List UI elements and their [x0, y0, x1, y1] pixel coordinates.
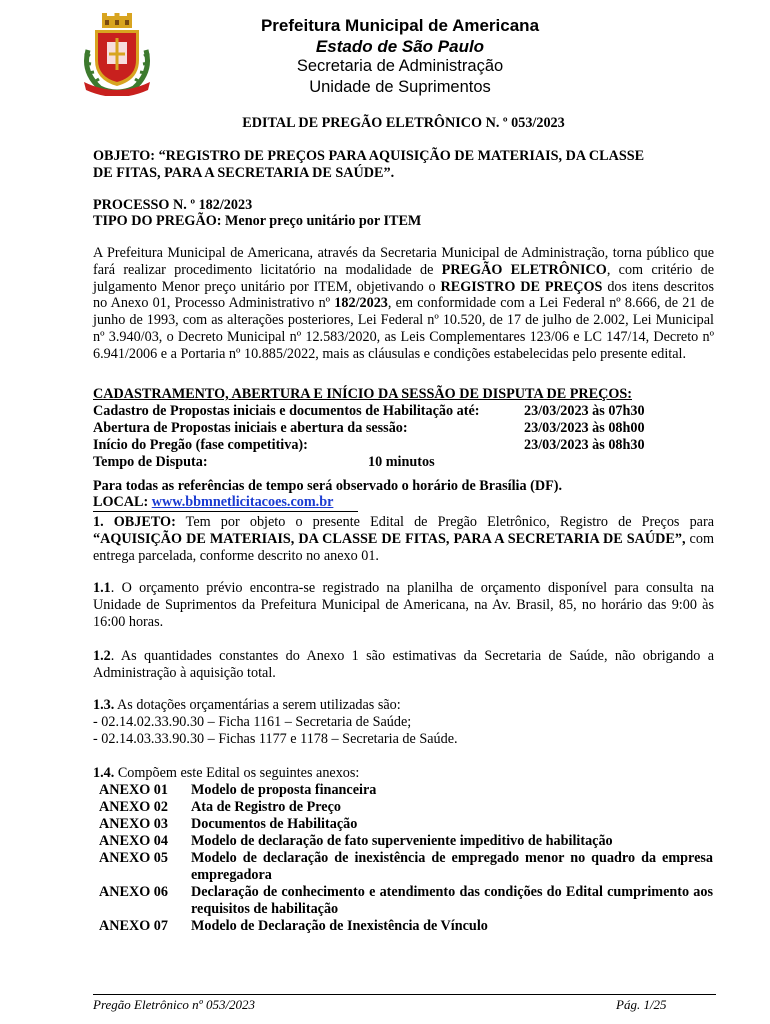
section-1-text-2: com entrega parcelada, conforme descrito no anexo 01. — [93, 530, 714, 564]
header-unidade: Unidade de Suprimentos — [309, 78, 491, 96]
section-1-1-text: . O orçamento prévio encontra-se registrado na planilha de orçamento disponível para consulta na Unidade de Suprimentos da Prefeitura Municipal de Americana, na Av. Brasil, 85, no horário das 9:00 às 16:00 horas. — [93, 580, 714, 630]
tipo-pregao — [93, 213, 714, 230]
section-1-bold: “AQUISIÇÃO DE MATERIAIS, DA CLASSE DE FITAS, PARA A SECRETARIA DE SAÚDE”, — [93, 530, 686, 547]
footer-page-number: Pág. 1/25 — [616, 997, 667, 1012]
local-link[interactable]: www.bbmnetlicitacoes.com.br — [151, 494, 334, 510]
section-1-2-number: 1.2 — [93, 648, 111, 664]
local-label: LOCAL: — [93, 494, 152, 510]
processo-number: PROCESSO N. º 182/2023 — [93, 197, 253, 213]
anexo-code: ANEXO 03 — [99, 816, 168, 832]
objeto-head-line1: OBJETO: “REGISTRO DE PREÇOS PARA AQUISIÇÃO DE MATERIAIS, DA CLASSE — [93, 148, 645, 164]
section-1-4-text: Compõem este Edital os seguintes anexos: — [114, 765, 360, 781]
coat-of-arms-logo — [78, 12, 156, 96]
intro-paragraph — [93, 245, 714, 363]
local-line — [93, 494, 714, 511]
dotacao-line: - 02.14.03.33.90.30 – Fichas 1177 e 1178 – Secretaria de Saúde. — [93, 731, 458, 747]
divider-line — [93, 511, 358, 512]
cadastro-row-label: Abertura de Propostas iniciais e abertura da sessão: — [93, 420, 408, 436]
section-1-number: 1. OBJETO: — [93, 514, 176, 530]
intro-bold-registro: REGISTRO DE PREÇOS — [440, 278, 603, 295]
section-1-3 — [93, 697, 714, 714]
anexo-desc: Modelo de Declaração de Inexistência de Vínculo — [191, 918, 488, 934]
cadastro-row-label: Cadastro de Propostas iniciais e documentos de Habilitação até: — [93, 403, 480, 419]
tipo-label: TIPO DO PREGÃO — [93, 213, 217, 229]
anexo-desc: Documentos de Habilitação — [191, 816, 358, 832]
cadastro-row-label: Início do Pregão (fase competitiva): — [93, 437, 308, 453]
cadastro-row-value: 10 minutos — [368, 454, 435, 470]
intro-bold-processo: 182/2023 — [334, 295, 388, 312]
anexo-code: ANEXO 02 — [99, 799, 168, 815]
anexo-desc: Ata de Registro de Preço — [191, 799, 341, 815]
intro-bold-pregao: PREGÃO ELETRÔNICO — [441, 261, 607, 278]
edital-title: EDITAL DE PREGÃO ELETRÔNICO N. º 053/2023 — [242, 115, 565, 131]
section-1-3-number: 1.3. — [93, 697, 115, 713]
section-1-3-text: As dotações orçamentárias a serem utilizadas são: — [114, 697, 401, 713]
intro-text-4: , em conformidade com a Lei Federal nº 8.666, de 21 de junho de 1993, com as alterações posteriores, Lei Federal nº 10.520, de 17 de julho de 2.002, Lei Municipal nº 3.940/03, o Decreto Municipal nº 12.583/2020, as Leis Complementares 123/06 e LC 147/14, Decreto nº 6.941/2006 e a Portaria nº 10.885/2022, mais as cláusulas e condições estabelecidas pelo presente edital. — [93, 295, 714, 362]
section-1-2 — [93, 648, 714, 682]
anexo-desc: Declaração de conhecimento e atendimento das condições do Edital cumprimento aos requisitos de habilitação — [191, 884, 713, 917]
cadastro-row-value: 23/03/2023 às 07h30 — [524, 403, 645, 419]
footer-rule — [93, 994, 716, 995]
dotacao-line: - 02.14.02.33.90.30 – Ficha 1161 – Secretaria de Saúde; — [93, 714, 412, 730]
section-1-1-number: 1.1 — [93, 580, 111, 596]
cadastro-row-value: 23/03/2023 às 08h30 — [524, 437, 645, 453]
section-1-2-text: . As quantidades constantes do Anexo 1 são estimativas da Secretaria de Saúde, não obrigando a Administração à aquisição total. — [93, 648, 714, 681]
section-1-1 — [93, 580, 714, 630]
header-estado: Estado de São Paulo — [315, 37, 485, 56]
anexo-code: ANEXO 05 — [99, 850, 168, 866]
anexo-desc: Modelo de declaração de fato superveniente impeditivo de habilitação — [191, 833, 613, 849]
tipo-value: : Menor preço unitário por ITEM — [216, 213, 422, 229]
objeto-head-line2: DE FITAS, PARA A SECRETARIA DE SAÚDE”. — [93, 165, 395, 181]
anexo-desc: Modelo de declaração de inexistência de empregado menor no quadro da empresa empregadora — [191, 850, 713, 883]
intro-text-1: A Prefeitura Municipal de Americana, através da Secretaria Municipal de Administração, torna público que fará realizar procedimento licitatório na modalidade de — [93, 245, 714, 278]
header-secretaria: Secretaria de Administração — [296, 57, 504, 75]
cadastro-row-value: 23/03/2023 às 08h00 — [524, 420, 645, 436]
anexo-code: ANEXO 06 — [99, 884, 168, 900]
anexo-code: ANEXO 07 — [99, 918, 168, 934]
cadastro-heading: CADASTRAMENTO, ABERTURA E INÍCIO DA SESSÃO DE DISPUTA DE PREÇOS: — [93, 386, 632, 402]
anexo-desc: Modelo de proposta financeira — [191, 782, 377, 798]
footer-doc-ref: Pregão Eletrônico nº 053/2023 — [93, 997, 256, 1012]
anexo-code: ANEXO 04 — [99, 833, 168, 849]
section-1-4-number: 1.4. — [93, 765, 115, 781]
header-prefeitura: Prefeitura Municipal de Americana — [260, 16, 540, 35]
section-1-text-1: Tem por objeto o presente Edital de Pregão Eletrônico, Registro de Preços para — [175, 514, 714, 530]
intro-text-3: dos itens descritos no Anexo 01, Processo Administrativo nº — [93, 278, 715, 312]
brasilia-note: Para todas as referências de tempo será observado o horário de Brasília (DF). — [93, 478, 563, 494]
section-1-objeto — [93, 514, 714, 564]
anexo-code: ANEXO 01 — [99, 782, 168, 798]
intro-text-2: , com critério de julgamento Menor preço unitário por ITEM, objetivando o — [93, 261, 714, 295]
section-1-4 — [93, 765, 714, 782]
cadastro-row-label: Tempo de Disputa: — [93, 454, 208, 470]
